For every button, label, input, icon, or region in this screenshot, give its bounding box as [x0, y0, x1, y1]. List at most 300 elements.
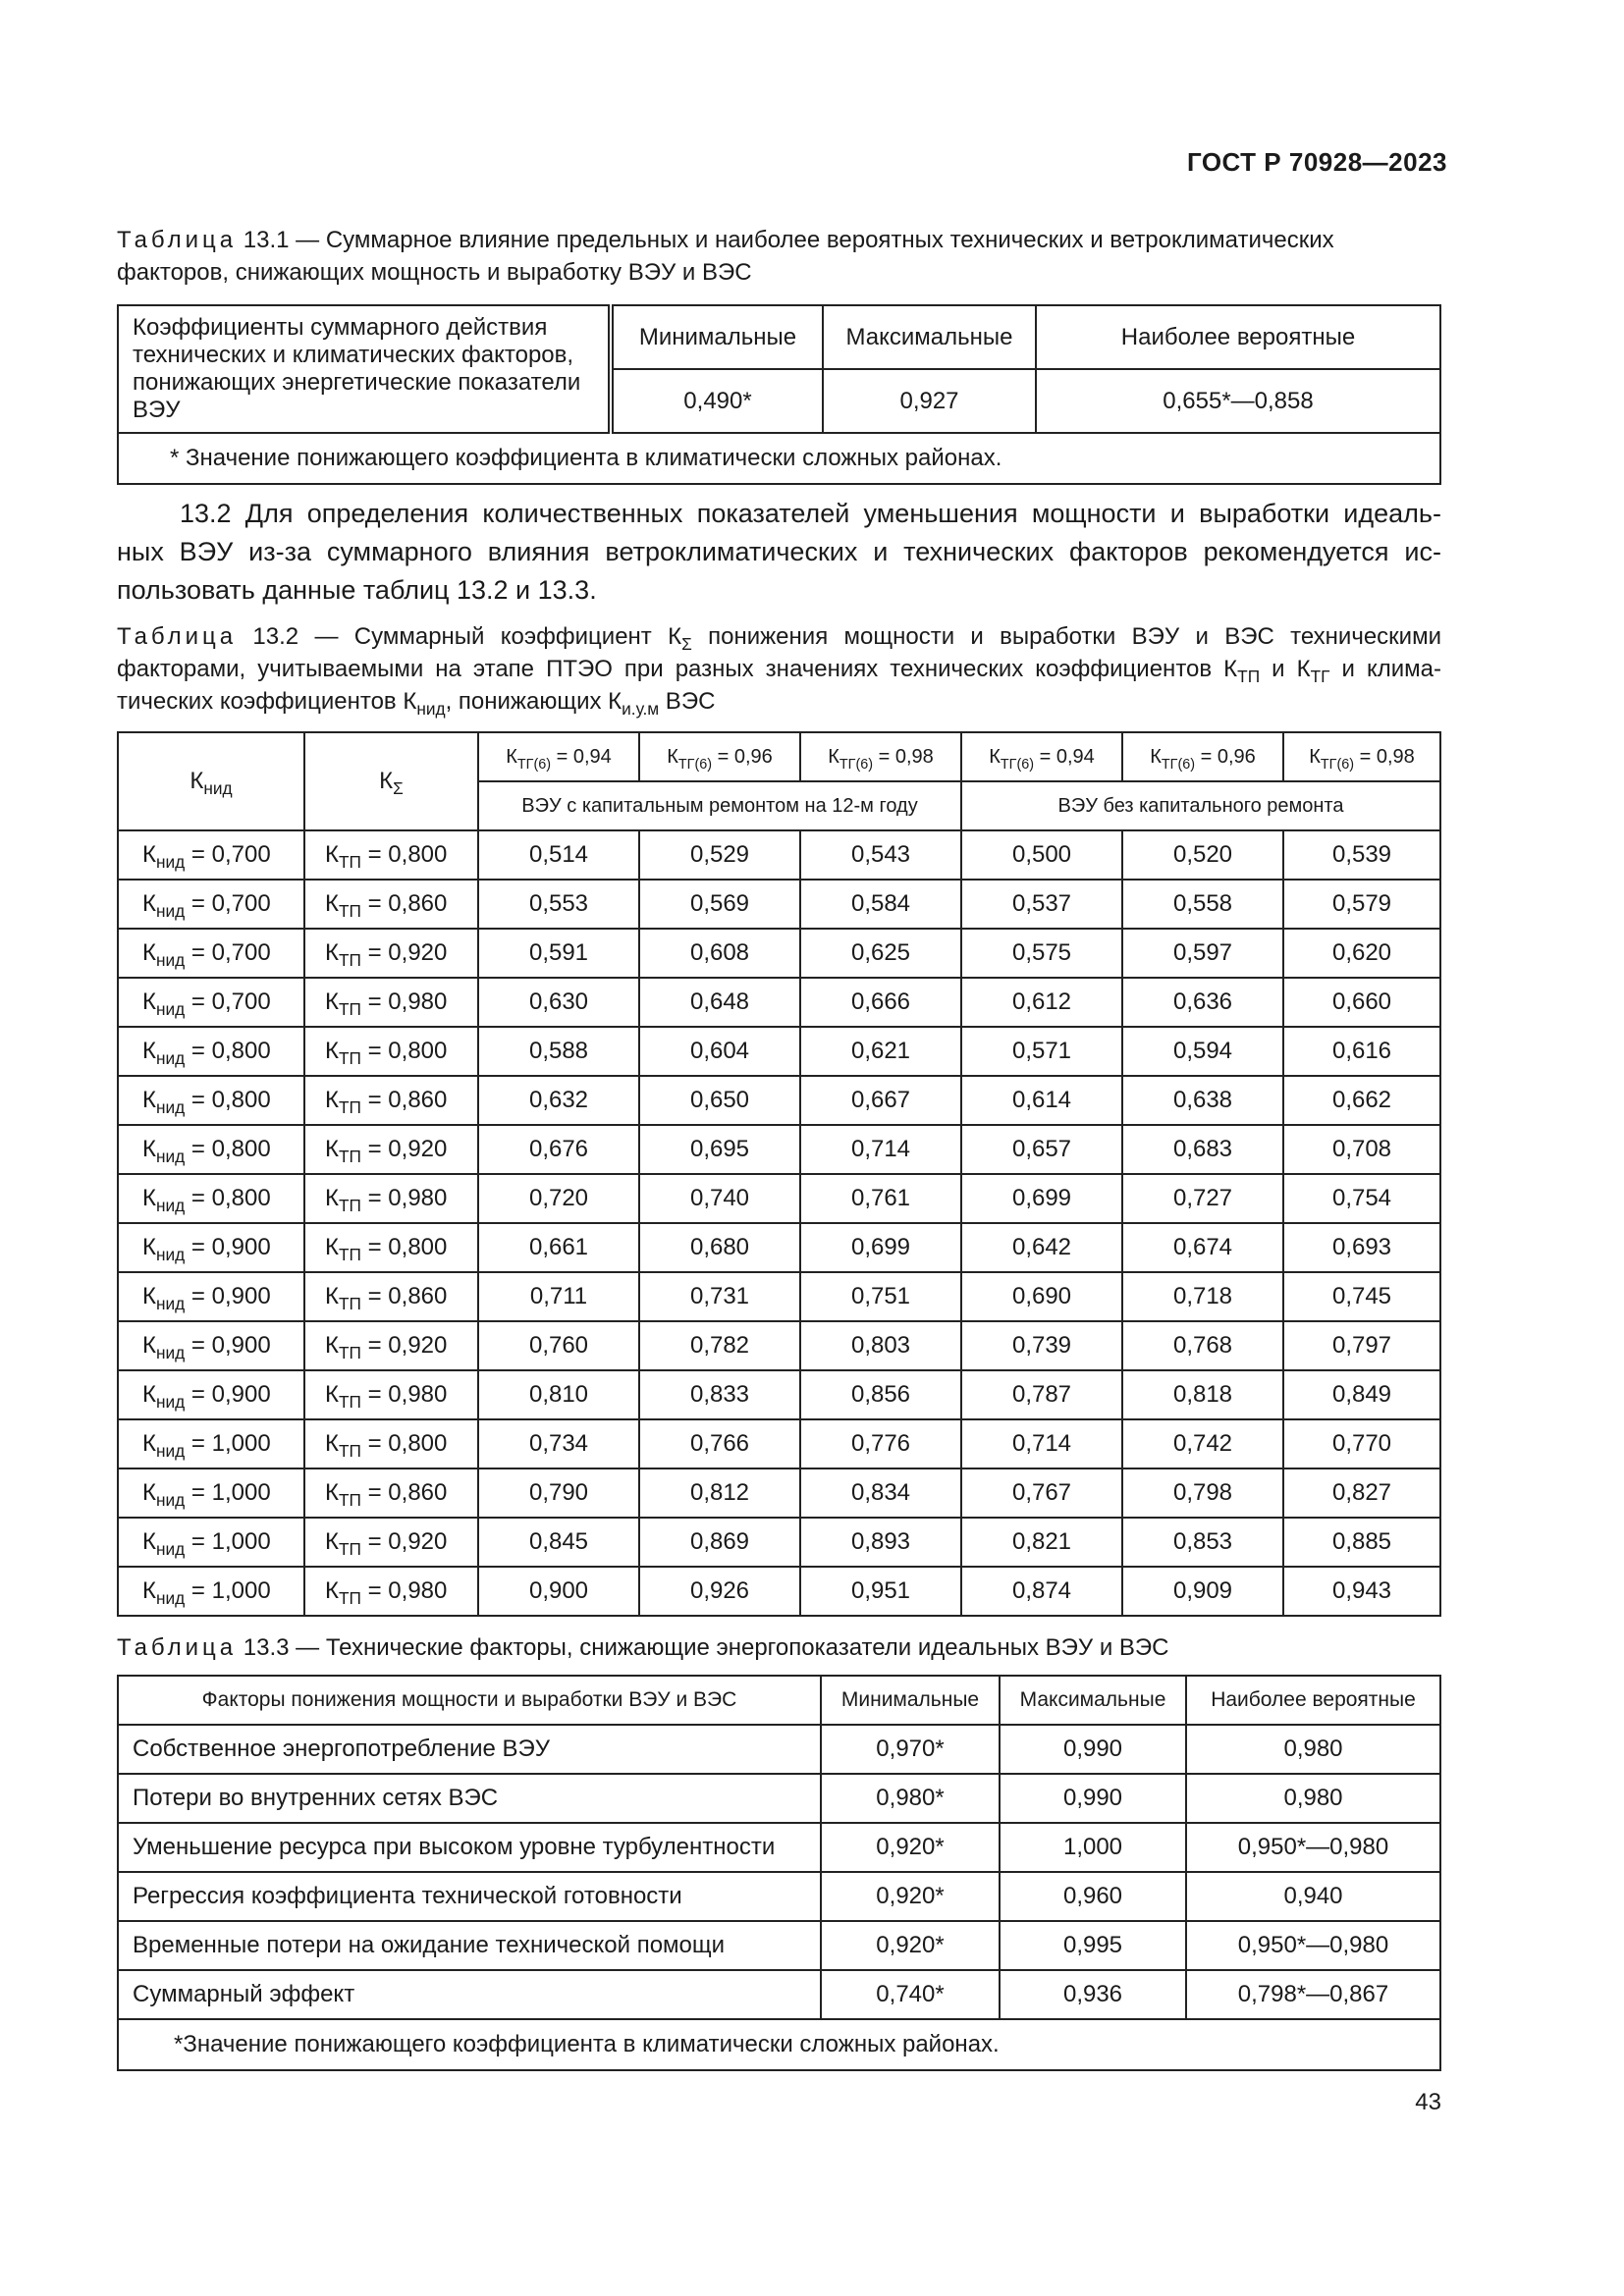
value-cell: 0,558: [1122, 880, 1283, 929]
k-letter: К: [325, 939, 339, 966]
k-value: = 0,800: [185, 1087, 271, 1113]
caption-label: Таблица: [117, 227, 238, 253]
value-cell: 0,833: [639, 1370, 800, 1419]
value-cell: 0,543: [800, 830, 961, 880]
value-cell: 0,770: [1283, 1419, 1440, 1468]
paragraph-line: ных ВЭУ из-за суммарного влияния ветроклиматических и технических факторов рекомендуется ис-: [117, 537, 1441, 566]
value-cell: 0,869: [639, 1518, 800, 1567]
knid-cell: [118, 1370, 304, 1419]
table-row: [118, 1921, 1440, 1970]
k-letter: К: [325, 1283, 339, 1309]
k-sub: ТП: [338, 1441, 361, 1461]
value-cell: 0,648: [639, 978, 800, 1027]
k-value: = 0,980: [360, 1381, 448, 1408]
value-cell: 0,666: [800, 978, 961, 1027]
value-cell: 0,520: [1122, 830, 1283, 880]
group-with-repair: ВЭУ с капитальным ремонтом на 12-м году: [478, 781, 961, 830]
value-cell: 0,591: [478, 929, 639, 978]
caption-label: Таблица: [117, 1634, 238, 1661]
ktp-cell: [304, 1321, 478, 1370]
value-cell: 0,821: [961, 1518, 1122, 1567]
k-sub: ТП: [338, 1048, 361, 1068]
value-cell: 0,827: [1283, 1468, 1440, 1518]
k-letter: К: [325, 890, 339, 917]
k-letter: К: [325, 1087, 339, 1113]
document-standard-number: ГОСТ Р 70928—2023: [1186, 147, 1447, 177]
value-cell: 0,711: [478, 1272, 639, 1321]
knid-cell: [118, 1419, 304, 1468]
value-cell: 0,699: [800, 1223, 961, 1272]
table-13-1-caption: [117, 224, 1441, 289]
k-letter: К: [325, 1479, 339, 1506]
value-cell: 0,529: [639, 830, 800, 880]
value-cell: 0,500: [961, 830, 1122, 880]
likely-cell: 0,798*—0,867: [1186, 1970, 1440, 2019]
min-cell: 0,920*: [821, 1823, 1000, 1872]
knid-cell: [118, 1321, 304, 1370]
value-cell: 0,514: [478, 830, 639, 880]
caption-sub: ТГ: [1310, 667, 1330, 686]
k-letter: К: [506, 745, 517, 768]
value-cell: 0,553: [478, 880, 639, 929]
k-sub: ТП: [338, 1490, 361, 1510]
value-cell: 0,632: [478, 1076, 639, 1125]
value-cell: 0,571: [961, 1027, 1122, 1076]
value-cell: 0,834: [800, 1468, 961, 1518]
k-letter: К: [325, 1381, 339, 1408]
caption-sub: ТП: [1237, 667, 1261, 686]
k-value: = 0,800: [185, 1038, 271, 1064]
k-value: = 0,800: [360, 1234, 448, 1260]
value-cell: 0,760: [478, 1321, 639, 1370]
k-letter: К: [325, 1234, 339, 1260]
table-row: [118, 1468, 1440, 1518]
knid-cell: [118, 1468, 304, 1518]
table-row: [118, 1027, 1440, 1076]
value-min: 0,490*: [611, 369, 823, 433]
table-row: [118, 1272, 1440, 1321]
k-value: = 1,000: [185, 1479, 271, 1506]
k-sub: ТГ(6): [839, 756, 874, 773]
likely-cell: 0,980: [1186, 1725, 1440, 1774]
ktp-cell: [304, 1468, 478, 1518]
k-sub: нид: [155, 1392, 186, 1412]
k-value: = 0,920: [360, 1332, 448, 1359]
k-value: = 0,700: [185, 890, 271, 917]
ktp-cell: [304, 1076, 478, 1125]
value-cell: 0,579: [1283, 880, 1440, 929]
ktp-cell: [304, 1518, 478, 1567]
k-value: = 0,900: [185, 1234, 271, 1260]
k-sub: нид: [155, 1048, 186, 1068]
factor-cell: Временные потери на ожидание технической помощи: [118, 1921, 821, 1970]
k-value: = 0,860: [360, 1087, 448, 1113]
k-letter: К: [142, 1528, 156, 1555]
caption-label: Таблица: [117, 623, 238, 650]
header-ktg: [1122, 732, 1283, 781]
table-row: [118, 1223, 1440, 1272]
k-value: = 0,700: [185, 988, 271, 1015]
value-cell: 0,539: [1283, 830, 1440, 880]
factor-cell: Уменьшение ресурса при высоком уровне турбулентности: [118, 1823, 821, 1872]
factor-cell: Суммарный эффект: [118, 1970, 821, 2019]
k-value: = 0,900: [185, 1332, 271, 1359]
value-cell: 0,810: [478, 1370, 639, 1419]
k-letter: К: [1150, 745, 1162, 768]
header-factor: Факторы понижения мощности и выработки ВЭУ и ВЭС: [118, 1676, 821, 1725]
value-cell: 0,766: [639, 1419, 800, 1468]
value-cell: 0,569: [639, 880, 800, 929]
k-value: = 1,000: [185, 1528, 271, 1555]
k-sub: ТП: [338, 1097, 361, 1117]
k-value: = 0,920: [360, 1528, 448, 1555]
ktp-cell: [304, 978, 478, 1027]
caption-sub: и.у.м: [622, 699, 660, 719]
caption-text: , понижающих К: [445, 688, 623, 715]
knid-cell: [118, 1223, 304, 1272]
value-cell: 0,761: [800, 1174, 961, 1223]
value-cell: 0,597: [1122, 929, 1283, 978]
k-value: = 1,000: [185, 1577, 271, 1604]
caption-text: 13.3 — Технические факторы, снижающие энергопоказатели идеальных ВЭУ и ВЭС: [237, 1634, 1169, 1661]
table-13-2-body: [118, 830, 1440, 1616]
value-cell: 0,718: [1122, 1272, 1283, 1321]
value-cell: 0,856: [800, 1370, 961, 1419]
k-value: = 0,96: [1195, 745, 1256, 768]
k-letter: К: [325, 1136, 339, 1162]
value-cell: 0,714: [961, 1419, 1122, 1468]
value-cell: 0,731: [639, 1272, 800, 1321]
value-cell: 0,683: [1122, 1125, 1283, 1174]
k-value: = 0,860: [360, 1283, 448, 1309]
value-cell: 0,630: [478, 978, 639, 1027]
k-letter: К: [142, 841, 156, 868]
header-ktg: [961, 732, 1122, 781]
value-cell: 0,714: [800, 1125, 961, 1174]
k-letter: К: [1309, 745, 1321, 768]
value-cell: 0,642: [961, 1223, 1122, 1272]
ktp-cell: [304, 1125, 478, 1174]
ktp-cell: [304, 1223, 478, 1272]
value-cell: 0,708: [1283, 1125, 1440, 1174]
caption-text: понижения мощности и выработки ВЭУ и ВЭС техническими: [691, 623, 1441, 650]
k-value: = 0,800: [185, 1136, 271, 1162]
k-sub: ТП: [338, 1245, 361, 1264]
knid-cell: [118, 978, 304, 1027]
k-value: = 0,94: [551, 745, 612, 768]
max-cell: 0,936: [1000, 1970, 1186, 2019]
value-cell: 0,720: [478, 1174, 639, 1223]
k-sub: нид: [155, 1147, 186, 1166]
k-letter: К: [142, 939, 156, 966]
k-sub: нид: [203, 778, 233, 798]
value-cell: 0,657: [961, 1125, 1122, 1174]
header-max: Максимальные: [823, 305, 1036, 369]
caption-text: 13.1 — Суммарное влияние предельных и наиболее вероятных технических и ветроклиматических: [237, 227, 1334, 253]
k-value: = 0,920: [360, 939, 448, 966]
knid-cell: [118, 1174, 304, 1223]
table-row: [118, 1725, 1440, 1774]
k-letter: К: [142, 890, 156, 917]
header-ktg: [800, 732, 961, 781]
k-letter: К: [142, 1332, 156, 1359]
ktp-cell: [304, 880, 478, 929]
k-letter: К: [142, 1479, 156, 1506]
table-row: [118, 880, 1440, 929]
value-cell: 0,885: [1283, 1518, 1440, 1567]
value-cell: 0,727: [1122, 1174, 1283, 1223]
caption-text: факторами, учитываемыми на этапе ПТЭО при разных значениях технических коэффициентов К: [117, 656, 1238, 682]
k-value: = 0,980: [360, 1577, 448, 1604]
value-cell: 0,594: [1122, 1027, 1283, 1076]
k-value: = 1,000: [185, 1430, 271, 1457]
k-sub: ТП: [338, 1343, 361, 1362]
header-ktg: [1283, 732, 1440, 781]
k-letter: К: [989, 745, 1001, 768]
value-cell: 0,845: [478, 1518, 639, 1567]
k-letter: К: [142, 1234, 156, 1260]
value-cell: 0,818: [1122, 1370, 1283, 1419]
k-letter: К: [142, 1185, 156, 1211]
value-cell: 0,575: [961, 929, 1122, 978]
value-cell: 0,767: [961, 1468, 1122, 1518]
ktp-cell: [304, 1419, 478, 1468]
table-row: [118, 1370, 1440, 1419]
header-ktg: [639, 732, 800, 781]
k-sub: ТП: [338, 950, 361, 970]
table-row: [118, 1076, 1440, 1125]
value-cell: 0,926: [639, 1567, 800, 1616]
knid-cell: [118, 1076, 304, 1125]
k-value: = 0,800: [360, 841, 448, 868]
value-cell: 0,616: [1283, 1027, 1440, 1076]
value-cell: 0,797: [1283, 1321, 1440, 1370]
k-value: = 0,980: [360, 988, 448, 1015]
value-cell: 0,680: [639, 1223, 800, 1272]
value-cell: 0,650: [639, 1076, 800, 1125]
likely-cell: 0,950*—0,980: [1186, 1823, 1440, 1872]
k-letter: К: [379, 768, 394, 794]
ktp-cell: [304, 929, 478, 978]
table-13-2-caption: [117, 620, 1441, 718]
value-cell: 0,798: [1122, 1468, 1283, 1518]
k-sub: ТП: [338, 1588, 361, 1608]
max-cell: 0,995: [1000, 1921, 1186, 1970]
table-row: [118, 978, 1440, 1027]
value-cell: 0,782: [639, 1321, 800, 1370]
k-sub: нид: [155, 1196, 186, 1215]
k-sub: ТГ(6): [1000, 756, 1035, 773]
table-note: *Значение понижающего коэффициента в климатически сложных районах.: [118, 2019, 1440, 2070]
k-sub: ТП: [338, 1392, 361, 1412]
header-min: Минимальные: [611, 305, 823, 369]
table-13-3-caption: [117, 1631, 1441, 1664]
value-cell: 0,695: [639, 1125, 800, 1174]
k-letter: К: [325, 1577, 339, 1604]
value-cell: 0,674: [1122, 1223, 1283, 1272]
min-cell: 0,920*: [821, 1921, 1000, 1970]
min-cell: 0,740*: [821, 1970, 1000, 2019]
value-max: 0,927: [823, 369, 1036, 433]
factor-cell: Регрессия коэффициента технической готовности: [118, 1872, 821, 1921]
value-cell: 0,742: [1122, 1419, 1283, 1468]
knid-cell: [118, 1125, 304, 1174]
table-row: [118, 1823, 1440, 1872]
header-ksum: [304, 732, 478, 830]
k-letter: К: [325, 1185, 339, 1211]
k-value: = 0,860: [360, 890, 448, 917]
k-letter: К: [667, 745, 678, 768]
value-cell: 0,662: [1283, 1076, 1440, 1125]
k-value: = 0,900: [185, 1283, 271, 1309]
k-sub: нид: [155, 1490, 186, 1510]
max-cell: 0,960: [1000, 1872, 1186, 1921]
value-cell: 0,900: [478, 1567, 639, 1616]
value-cell: 0,909: [1122, 1567, 1283, 1616]
k-sub: нид: [155, 1588, 186, 1608]
header-likely: Наиболее вероятные: [1036, 305, 1440, 369]
table-note: * Значение понижающего коэффициента в климатически сложных районах.: [118, 433, 1440, 484]
k-sub: Σ: [393, 778, 404, 798]
value-cell: 0,660: [1283, 978, 1440, 1027]
k-sub: ТГ(6): [1320, 756, 1355, 773]
table-row: [118, 1518, 1440, 1567]
k-letter: К: [142, 1087, 156, 1113]
k-letter: К: [325, 1430, 339, 1457]
k-sub: нид: [155, 1294, 186, 1313]
k-sub: ТП: [338, 999, 361, 1019]
max-cell: 0,990: [1000, 1725, 1186, 1774]
paragraph-13-2: [117, 495, 1441, 610]
value-cell: 0,745: [1283, 1272, 1440, 1321]
k-sub: нид: [155, 1097, 186, 1117]
k-sub: ТГ(6): [1161, 756, 1196, 773]
k-value: = 0,96: [712, 745, 773, 768]
header-min: Минимальные: [821, 1676, 1000, 1725]
page-number: 43: [1415, 2089, 1441, 2115]
table-row: [118, 1872, 1440, 1921]
paragraph-line: 13.2 Для определения количественных показателей уменьшения мощности и выработки идеаль-: [180, 499, 1441, 528]
k-sub: нид: [155, 1343, 186, 1362]
k-value: = 0,800: [185, 1185, 271, 1211]
k-value: = 0,920: [360, 1136, 448, 1162]
header-likely: Наиболее вероятные: [1186, 1676, 1440, 1725]
value-cell: 0,740: [639, 1174, 800, 1223]
k-letter: К: [325, 1332, 339, 1359]
value-cell: 0,787: [961, 1370, 1122, 1419]
value-cell: 0,853: [1122, 1518, 1283, 1567]
k-letter: К: [325, 841, 339, 868]
k-value: = 0,800: [360, 1430, 448, 1457]
value-cell: 0,699: [961, 1174, 1122, 1223]
table-row: [118, 830, 1440, 880]
k-sub: нид: [155, 1245, 186, 1264]
table-row: [118, 1174, 1440, 1223]
value-cell: 0,612: [961, 978, 1122, 1027]
value-cell: 0,943: [1283, 1567, 1440, 1616]
table-row: [118, 929, 1440, 978]
ktp-cell: [304, 1272, 478, 1321]
knid-cell: [118, 1518, 304, 1567]
value-cell: 0,584: [800, 880, 961, 929]
knid-cell: [118, 1567, 304, 1616]
value-cell: 0,620: [1283, 929, 1440, 978]
ktp-cell: [304, 830, 478, 880]
header-knid: [118, 732, 304, 830]
min-cell: 0,980*: [821, 1774, 1000, 1823]
k-value: = 0,98: [1354, 745, 1415, 768]
likely-cell: 0,980: [1186, 1774, 1440, 1823]
caption-sub: Σ: [681, 634, 692, 654]
k-letter: К: [142, 1038, 156, 1064]
factor-cell: Потери во внутренних сетях ВЭС: [118, 1774, 821, 1823]
table-row: [118, 1125, 1440, 1174]
ktp-cell: [304, 1370, 478, 1419]
table-13-3-body: [118, 1725, 1440, 2019]
value-cell: 0,625: [800, 929, 961, 978]
value-cell: 0,604: [639, 1027, 800, 1076]
k-value: = 0,94: [1034, 745, 1095, 768]
k-letter: К: [325, 1528, 339, 1555]
k-sub: нид: [155, 852, 186, 872]
value-cell: 0,693: [1283, 1223, 1440, 1272]
k-letter: К: [189, 768, 204, 794]
k-letter: К: [325, 1038, 339, 1064]
k-letter: К: [142, 1430, 156, 1457]
k-sub: ТП: [338, 1539, 361, 1559]
table-row: [118, 1970, 1440, 2019]
paragraph-line: пользовать данные таблиц 13.2 и 13.3.: [117, 575, 597, 605]
ktp-cell: [304, 1567, 478, 1616]
value-cell: 0,621: [800, 1027, 961, 1076]
caption-text: и К: [1260, 656, 1311, 682]
value-cell: 0,812: [639, 1468, 800, 1518]
value-cell: 0,636: [1122, 978, 1283, 1027]
value-cell: 0,638: [1122, 1076, 1283, 1125]
ktp-cell: [304, 1027, 478, 1076]
value-cell: 0,614: [961, 1076, 1122, 1125]
value-cell: 0,751: [800, 1272, 961, 1321]
max-cell: 1,000: [1000, 1823, 1186, 1872]
table-13-1: [117, 304, 1441, 485]
k-sub: нид: [155, 1539, 186, 1559]
k-value: = 0,700: [185, 841, 271, 868]
k-letter: К: [142, 1136, 156, 1162]
min-cell: 0,970*: [821, 1725, 1000, 1774]
caption-text-line2: факторов, снижающих мощность и выработку ВЭУ и ВЭС: [117, 259, 752, 286]
k-sub: ТП: [338, 852, 361, 872]
value-cell: 0,849: [1283, 1370, 1440, 1419]
value-cell: 0,667: [800, 1076, 961, 1125]
k-value: = 0,700: [185, 939, 271, 966]
caption-sub: нид: [416, 699, 446, 719]
ktp-cell: [304, 1174, 478, 1223]
knid-cell: [118, 830, 304, 880]
k-value: = 0,98: [873, 745, 934, 768]
value-cell: 0,768: [1122, 1321, 1283, 1370]
max-cell: 0,990: [1000, 1774, 1186, 1823]
k-sub: ТП: [338, 1147, 361, 1166]
value-cell: 0,790: [478, 1468, 639, 1518]
value-cell: 0,951: [800, 1567, 961, 1616]
k-letter: К: [142, 1283, 156, 1309]
table-row: [118, 1774, 1440, 1823]
k-letter: К: [325, 988, 339, 1015]
value-cell: 0,776: [800, 1419, 961, 1468]
k-value: = 0,800: [360, 1038, 448, 1064]
caption-text: и клима-: [1329, 656, 1441, 682]
header-ktg: [478, 732, 639, 781]
